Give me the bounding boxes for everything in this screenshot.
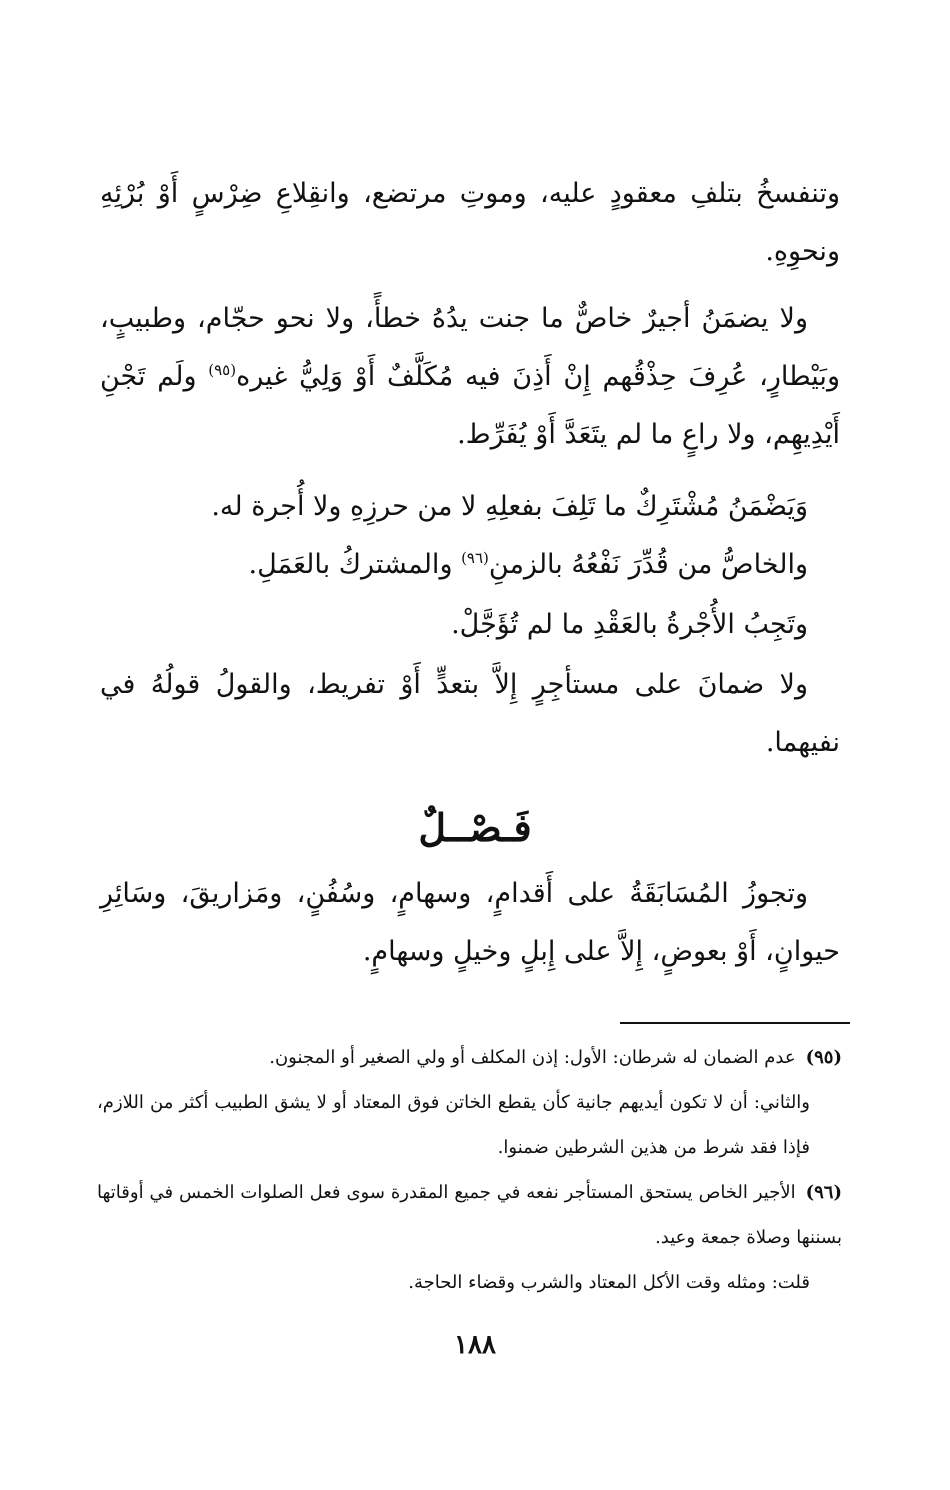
footnote-number: (٩٦) bbox=[805, 1182, 842, 1203]
footnote-ref-95: (٩٥) bbox=[208, 361, 237, 379]
paragraph-text-after: والمشتركُ بالعَمَلِ. bbox=[248, 549, 462, 580]
section-paragraph-racing bbox=[100, 865, 840, 981]
paragraph-wage-due bbox=[100, 596, 840, 654]
footnote-96 bbox=[97, 1170, 842, 1260]
paragraph-text: وتنفسخُ بتلفِ معقودٍ عليه، وموتِ مرتضع، وانقِلاعِ ضِرْسٍ أَوْ بُرْئِهِ ونحوِهِ. bbox=[100, 178, 840, 267]
paragraph-text: وتَجِبُ الأُجْرةُ بالعَقْدِ ما لم تُؤَجَّلْ. bbox=[451, 609, 808, 640]
footnote-number: (٩٥) bbox=[805, 1047, 842, 1068]
paragraph-private-worker-definition bbox=[100, 536, 840, 594]
paragraph-text-after: ولَم تَجْنِ أَيْدِيهِم، ولا راعٍ ما لم يتَعَدَّ أَوْ يُفَرِّط. bbox=[100, 361, 840, 450]
footnote-text: الأجير الخاص يستحق المستأجر نفعه في جميع المقدرة سوى فعل الصلوات الخمس في أوقاتها بسننها وصلاة جمعة وعيد. bbox=[97, 1182, 842, 1248]
paragraph-shared-worker-liability bbox=[100, 478, 840, 536]
paragraph-text: وتجوزُ المُسَابَقَةُ على أَقدامٍ، وسهامٍ، وسُفُنٍ، ومَزاريقَ، وسَائِرِ حيوانٍ، أَوْ بعوضٍ، إِلاَّ على إِبلٍ وخيلٍ وسهامٍ. bbox=[100, 878, 840, 967]
page-number: ١٨٨ bbox=[454, 1330, 496, 1360]
paragraph-text-before: ولا يضمَنُ أجيرٌ خاصٌّ ما جنت يدُهُ خطأً، ولا نحو حجّام، وطبيبٍ، وبَيْطارٍ، عُرِفَ حِذْقُهم إِنْ أَذِنَ فيه مُكَلَّفٌ أَوْ وَلِيُّ غيره bbox=[100, 303, 840, 392]
footnote-96-continuation bbox=[97, 1260, 810, 1305]
footnote-95-continuation bbox=[97, 1080, 810, 1170]
footnote-divider bbox=[620, 1022, 850, 1024]
paragraph-text-before: والخاصُّ من قُدِّرَ نَفْعُهُ بالزمنِ bbox=[488, 549, 808, 580]
paragraph-private-worker-liability bbox=[100, 290, 840, 464]
section-title: فَـصْــلٌ bbox=[418, 805, 532, 850]
footnote-ref-96: (٩٦) bbox=[461, 549, 489, 567]
footnote-text: والثاني: أن لا تكون أيديهم جانية كأن يقطع الخاتن فوق المعتاد أو لا يشق الطبيب أكثر من اللازم، فإذا فقد شرط من هذين الشرطين ضمنوا. bbox=[97, 1092, 810, 1158]
footnote-text: قلت: ومثله وقت الأكل المعتاد والشرب وقضاء الحاجة. bbox=[408, 1272, 810, 1293]
footnote-95 bbox=[97, 1035, 842, 1080]
paragraph-text: ولا ضمانَ على مستأجِرٍ إِلاَّ بتعدٍّ أَوْ تفريط، والقولُ قولُهُ في نفيهما. bbox=[100, 669, 840, 758]
footnote-text: عدم الضمان له شرطان: الأول: إذن المكلف أو ولي الصغير أو المجنون. bbox=[269, 1047, 796, 1068]
paragraph-contract-termination bbox=[100, 165, 840, 281]
paragraph-lessee-liability bbox=[100, 656, 840, 772]
paragraph-text: وَيَضْمَنُ مُشْتَرِكٌ ما تَلِفَ بفعلِهِ لا من حرزِهِ ولا أُجرة له. bbox=[211, 491, 808, 522]
